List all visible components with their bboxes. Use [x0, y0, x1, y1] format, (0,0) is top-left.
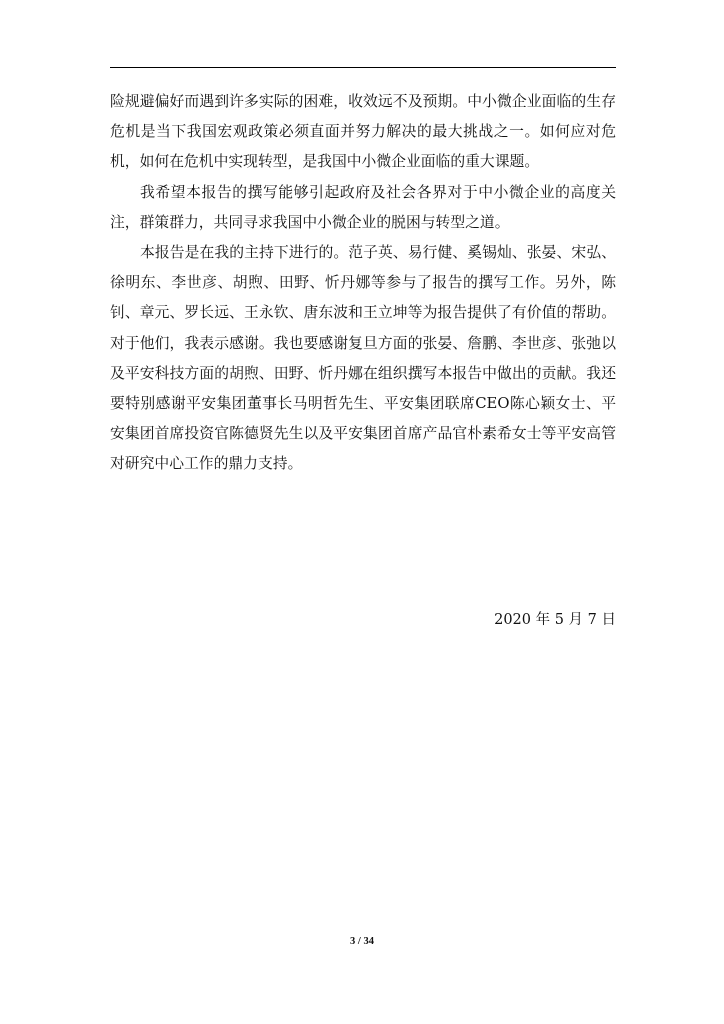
page-number: 3 / 34 [350, 936, 374, 947]
header-rule [110, 67, 616, 68]
paragraph: 我希望本报告的撰写能够引起政府及社会各界对于中小微企业的高度关注，群策群力，共同寻求我国中小微企业的脱困与转型之道。 [110, 183, 616, 231]
paragraph: 本报告是在我的主持下进行的。范子英、易行健、奚锡灿、张晏、宋弘、徐明东、李世彦、胡煦、田野、忻丹娜等参与了报告的撰写工作。另外，陈钊、章元、罗长远、王永钦、唐东波和王立坤等为报告提供了有价值的帮助。对于他们，我表示感谢。我也要感谢复旦方面的张晏、詹鹏、李世彦、张弛以及平安科技方面的胡煦、田野、忻丹娜在组织撰写本报告中做出的贡献。我还要特别感谢平安集团董事长马明哲先生、平安集团联席CEO陈心颖女士、平安集团首席投资官陈德贤先生以及平安集团首席产品官朴素希女士等平安高管对研究中心工作的鼎力支持。 [110, 244, 616, 473]
paragraph: 险规避偏好而遇到许多实际的困难，收效远不及预期。中小微企业面临的生存危机是当下我国宏观政策必须直面并努力解决的最大挑战之一。如何应对危机，如何在危机中实现转型，是我国中小微企业面临的重大课题。 [110, 93, 616, 171]
document-body [110, 87, 616, 480]
signature-date: 2020 年 5 月 7 日 [494, 612, 616, 628]
